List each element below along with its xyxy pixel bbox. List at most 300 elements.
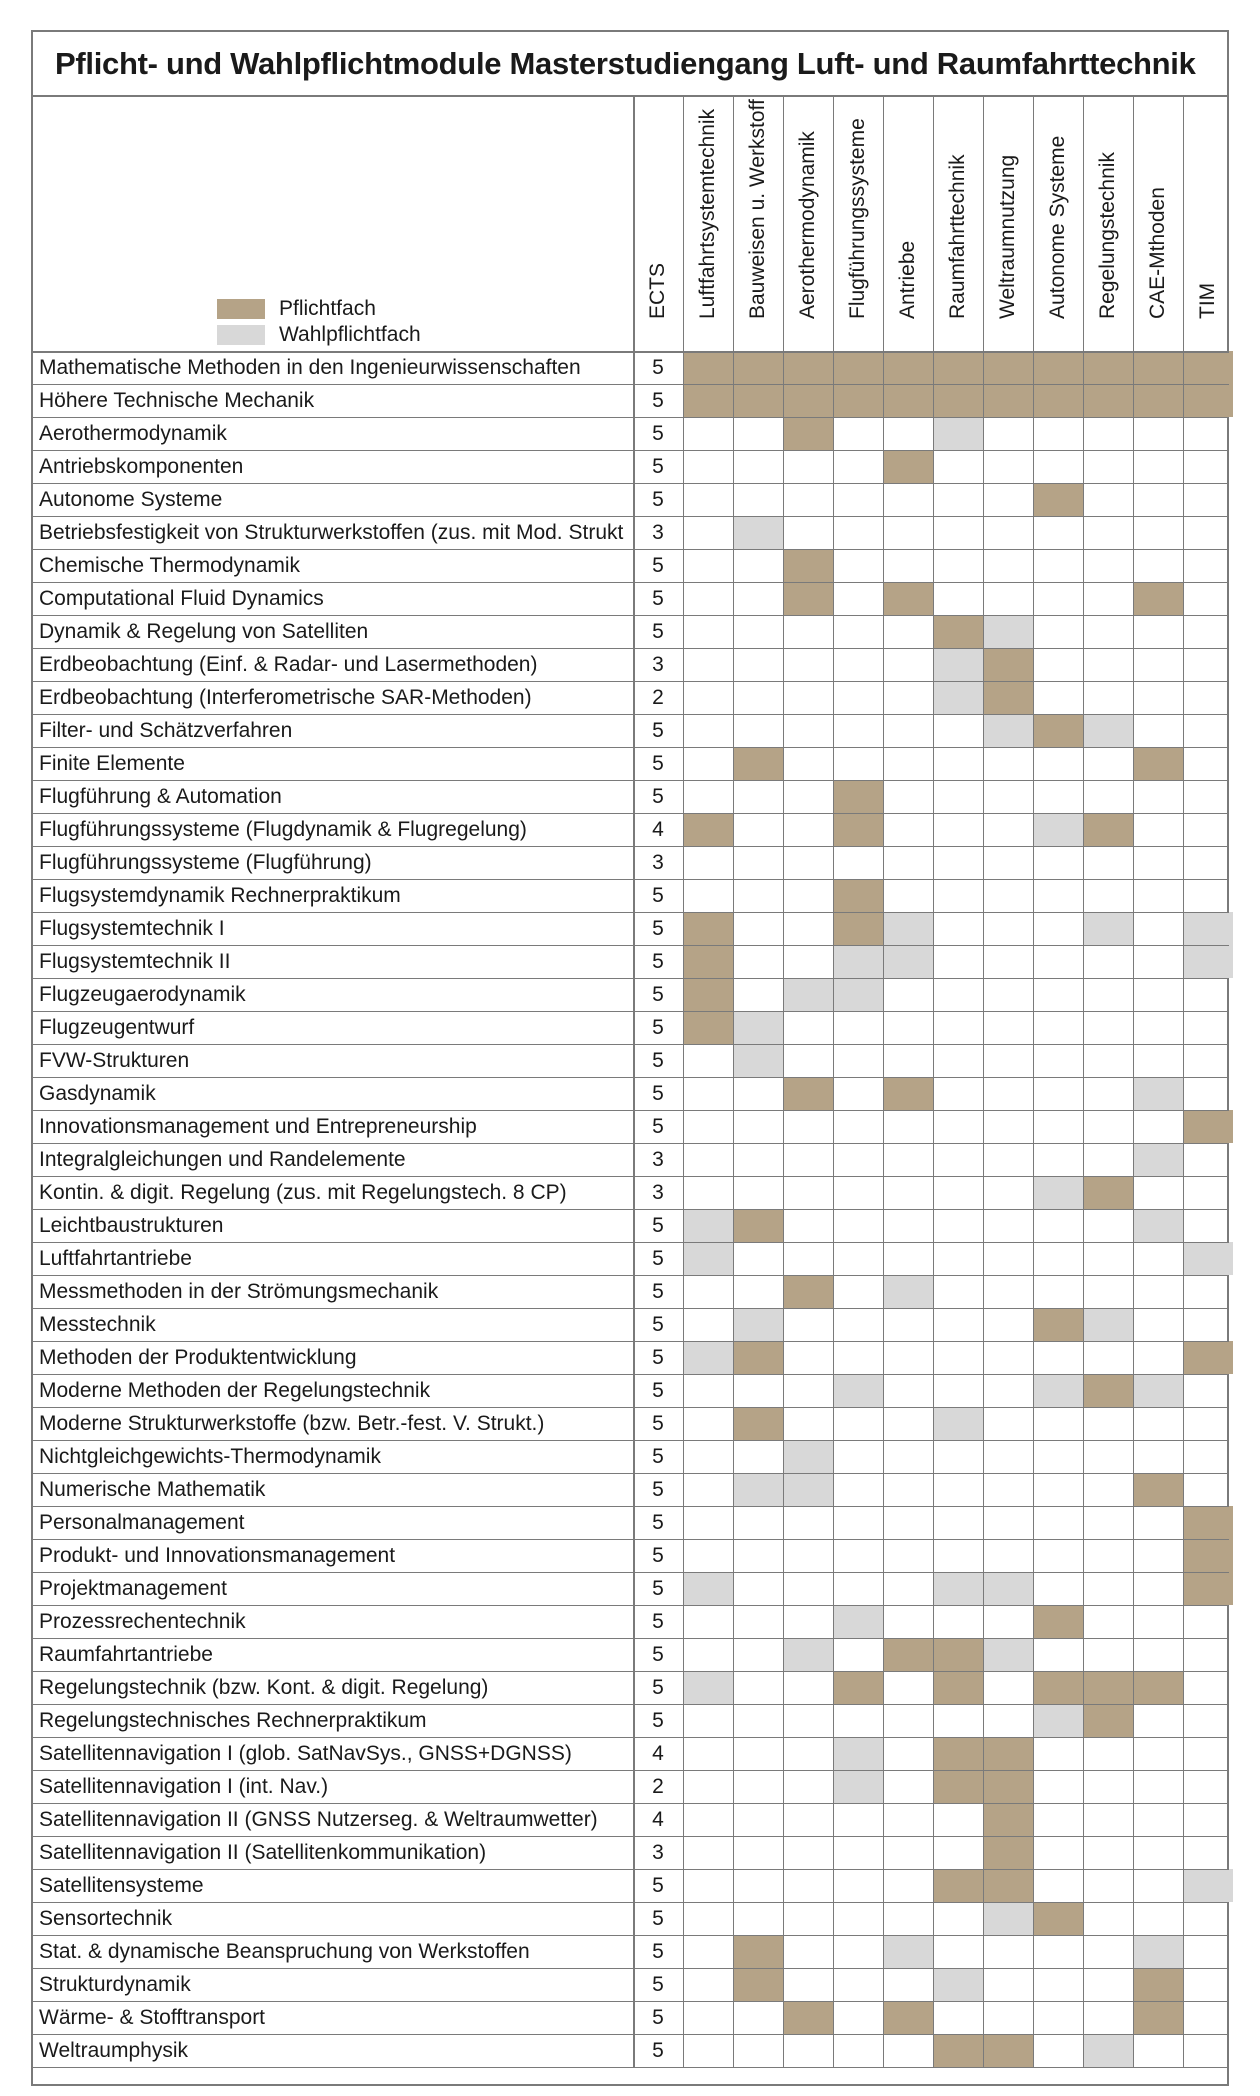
pflicht-cell [1083,1704,1133,1737]
module-name: Flugsystemdynamik Rechnerpraktikum [39,884,401,907]
ects-value: 5 [652,1577,664,1600]
module-name: Stat. & dynamische Beanspruchung von Werkstoffen [39,1940,530,1963]
legend-label-pflicht: Pflichtfach [279,297,376,320]
pflicht-cell [933,1638,983,1671]
column-header [733,96,783,351]
ects-value: 5 [652,488,664,511]
ects-value: 5 [652,1874,664,1897]
wahlpflicht-cell [1083,1308,1133,1341]
ects-value: 5 [652,719,664,742]
legend-swatch-wahlpflicht [217,325,265,345]
ects-value: 3 [652,653,664,676]
pflicht-cell [983,1836,1033,1869]
ects-value: 5 [652,1709,664,1732]
wahlpflicht-cell [1033,1704,1083,1737]
grid-line-horizontal [31,417,1229,418]
grid-line-horizontal [31,1341,1229,1342]
grid-line-vertical [833,96,834,2067]
grid-line-horizontal [31,450,1229,451]
pflicht-cell [933,351,983,384]
grid-line-vertical [883,96,884,2067]
module-name: FVW-Strukturen [39,1049,190,1072]
ects-value: 5 [652,1115,664,1138]
module-name: Flugführungssysteme (Flugdynamik & Flugregelung) [39,818,527,841]
ects-value: 3 [652,1148,664,1171]
pflicht-cell [1033,384,1083,417]
pflicht-cell [1083,1176,1133,1209]
column-header-label: Regelungstechnik [1096,152,1119,319]
ects-value: 2 [652,1775,664,1798]
module-name: Personalmanagement [39,1511,245,1534]
wahlpflicht-cell [1183,945,1233,978]
grid-line-horizontal [31,714,1229,715]
module-name: Methoden der Produktentwicklung [39,1346,357,1369]
column-header [883,96,933,351]
grid-line-vertical [983,96,984,2067]
pflicht-cell [1033,1605,1083,1638]
grid-line-horizontal [31,1737,1229,1738]
column-header [1083,96,1133,351]
pflicht-cell [733,1407,783,1440]
legend-swatch-pflicht [217,299,265,319]
grid-line-horizontal [31,1440,1229,1441]
ects-value: 5 [652,1610,664,1633]
grid-line-vertical [1133,96,1134,2067]
ects-value: 5 [652,1082,664,1105]
module-name: Finite Elemente [39,752,185,775]
grid-line-horizontal [31,879,1229,880]
grid-line-horizontal [31,1704,1229,1705]
pflicht-cell [983,2034,1033,2067]
ects-value: 5 [652,1643,664,1666]
pflicht-cell [1033,1902,1083,1935]
column-header-label: Autonome Systeme [1046,135,1069,319]
wahlpflicht-cell [1083,714,1133,747]
pflicht-cell [833,912,883,945]
pflicht-cell [933,1671,983,1704]
ects-value: 5 [652,587,664,610]
wahlpflicht-cell [1083,2034,1133,2067]
pflicht-cell [1083,813,1133,846]
module-name: Dynamik & Regelung von Satelliten [39,620,369,643]
pflicht-cell [733,747,783,780]
wahlpflicht-cell [883,1935,933,1968]
pflicht-cell [833,384,883,417]
wahlpflicht-cell [933,417,983,450]
grid-line-vertical [633,96,635,2067]
wahlpflicht-cell [1033,813,1083,846]
wahlpflicht-cell [733,1044,783,1077]
module-name: Moderne Methoden der Regelungstechnik [39,1379,431,1402]
pflicht-cell [833,1671,883,1704]
grid-line-horizontal [31,912,1229,913]
wahlpflicht-cell [683,1242,733,1275]
ects-value: 4 [652,818,664,841]
ects-value: 5 [652,1313,664,1336]
module-name: Leichtbaustrukturen [39,1214,224,1237]
module-name: Satellitennavigation II (Satellitenkommunikation) [39,1841,487,1864]
grid-line-horizontal [31,1671,1229,1672]
pflicht-cell [733,351,783,384]
grid-line-horizontal [31,1176,1229,1177]
grid-line-horizontal [31,516,1229,517]
column-header [1033,96,1083,351]
column-header [683,96,733,351]
ects-value: 5 [652,1907,664,1930]
wahlpflicht-cell [833,1605,883,1638]
grid-line-horizontal [31,681,1229,682]
wahlpflicht-cell [683,1572,733,1605]
wahlpflicht-cell [933,1407,983,1440]
grid-line-horizontal [31,1539,1229,1540]
grid-line-vertical [1183,96,1184,2067]
ects-value: 5 [652,1445,664,1468]
pflicht-cell [833,351,883,384]
pflicht-cell [1033,483,1083,516]
wahlpflicht-cell [983,1638,1033,1671]
module-name: Flugsystemtechnik II [39,950,231,973]
pflicht-cell [783,351,833,384]
module-name: Mathematische Methoden in den Ingenieurwissenschaften [39,356,581,379]
column-header [783,96,833,351]
column-header-ects [633,96,683,351]
pflicht-cell [1183,384,1233,417]
pflicht-cell [1183,1506,1233,1539]
ects-value: 3 [652,521,664,544]
ects-value: 5 [652,983,664,1006]
pflicht-cell [783,2001,833,2034]
pflicht-cell [983,351,1033,384]
pflicht-cell [1083,1374,1133,1407]
pflicht-cell [983,1737,1033,1770]
grid-line-horizontal [31,384,1229,385]
module-name: Weltraumphysik [39,2039,188,2062]
pflicht-cell [833,780,883,813]
pflicht-cell [883,1077,933,1110]
grid-line-horizontal [31,747,1229,748]
wahlpflicht-cell [1133,1374,1183,1407]
ects-value: 4 [652,1808,664,1831]
pflicht-cell [883,450,933,483]
pflicht-cell [733,1935,783,1968]
module-name: Erdbeobachtung (Interferometrische SAR-Methoden) [39,686,532,709]
module-name: Nichtgleichgewichts-Thermodynamik [39,1445,381,1468]
wahlpflicht-cell [733,516,783,549]
pflicht-cell [683,384,733,417]
grid-line-horizontal [31,2001,1229,2002]
grid-line-horizontal [31,1869,1229,1870]
pflicht-cell [1133,384,1183,417]
wahlpflicht-cell [683,1671,733,1704]
wahlpflicht-cell [883,945,933,978]
wahlpflicht-cell [733,1011,783,1044]
module-name: Moderne Strukturwerkstoffe (bzw. Betr.-fest. V. Strukt.) [39,1412,545,1435]
grid-line-horizontal [31,1242,1229,1243]
pflicht-cell [1183,1539,1233,1572]
pflicht-cell [683,978,733,1011]
column-header [983,96,1033,351]
ects-value: 5 [652,2006,664,2029]
module-name: Integralgleichungen und Randelemente [39,1148,406,1171]
pflicht-cell [1033,714,1083,747]
grid-line-horizontal [31,1275,1229,1276]
pflicht-cell [683,813,733,846]
module-name: Prozessrechentechnik [39,1610,246,1633]
pflicht-cell [983,1803,1033,1836]
module-name: Raumfahrtantriebe [39,1643,213,1666]
ects-value: 5 [652,455,664,478]
pflicht-cell [683,351,733,384]
ects-value: 5 [652,1676,664,1699]
module-name: Strukturdynamik [39,1973,191,1996]
wahlpflicht-cell [1183,912,1233,945]
module-name: Antriebskomponenten [39,455,244,478]
pflicht-cell [1183,351,1233,384]
pflicht-cell [683,1011,733,1044]
grid-line-vertical [733,96,734,2067]
pflicht-cell [733,1341,783,1374]
ects-value: 5 [652,620,664,643]
grid-line-vertical [1033,96,1034,2067]
pflicht-cell [983,384,1033,417]
pflicht-cell [883,384,933,417]
wahlpflicht-cell [833,1770,883,1803]
wahlpflicht-cell [1033,1374,1083,1407]
pflicht-cell [1133,1473,1183,1506]
grid-line-horizontal [31,615,1229,616]
grid-line-horizontal [31,1308,1229,1309]
wahlpflicht-cell [983,714,1033,747]
column-header-label: Antriebe [896,240,919,319]
module-table [31,96,1229,2086]
pflicht-cell [683,912,733,945]
grid-line-horizontal [31,945,1229,946]
legend-label-wahlpflicht: Wahlpflichtfach [279,323,421,346]
module-name: Numerische Mathematik [39,1478,266,1501]
module-name: Flugzeugaerodynamik [39,983,246,1006]
wahlpflicht-cell [1133,1143,1183,1176]
pflicht-cell [933,1869,983,1902]
wahlpflicht-cell [1133,1209,1183,1242]
module-name: Wärme- & Stofftransport [39,2006,266,2029]
ects-value: 5 [652,356,664,379]
grid-line-horizontal [31,1968,1229,1969]
grid-line-horizontal [31,1572,1229,1573]
column-header [833,96,883,351]
wahlpflicht-cell [933,1572,983,1605]
grid-line-vertical [683,96,684,2067]
grid-line-horizontal [31,846,1229,847]
grid-line-horizontal [31,483,1229,484]
column-header-label: CAE-Mthoden [1146,187,1169,319]
wahlpflicht-cell [683,1209,733,1242]
wahlpflicht-cell [1133,1077,1183,1110]
column-header-label: Luftfahrtsystemtechnik [696,108,719,319]
pflicht-cell [1133,582,1183,615]
module-name: Gasdynamik [39,1082,156,1105]
ects-value: 5 [652,1049,664,1072]
ects-value: 5 [652,752,664,775]
ects-value: 5 [652,1478,664,1501]
column-header-label: Bauweisen u. Werkstoff [746,99,769,319]
module-name: Messtechnik [39,1313,156,1336]
grid-line-horizontal [31,582,1229,583]
module-name: Flugführung & Automation [39,785,282,808]
grid-line-horizontal [31,1209,1229,1210]
ects-value: 2 [652,686,664,709]
page-title: Pflicht- und Wahlpflichtmodule Masterstudiengang Luft- und Raumfahrttechnik [31,30,1229,97]
column-header [1183,96,1233,351]
pflicht-cell [683,945,733,978]
module-name: Chemische Thermodynamik [39,554,301,577]
grid-line-horizontal [31,1473,1229,1474]
ects-value: 5 [652,1346,664,1369]
column-header-label: Flugführungssysteme [846,118,869,319]
ects-value: 5 [652,1412,664,1435]
pflicht-cell [1183,1341,1233,1374]
column-header [933,96,983,351]
pflicht-cell [933,384,983,417]
grid-line-horizontal [31,1011,1229,1012]
ects-value: 5 [652,422,664,445]
wahlpflicht-cell [833,978,883,1011]
grid-line-horizontal [31,549,1229,550]
pflicht-cell [783,549,833,582]
pflicht-cell [1183,1572,1233,1605]
pflicht-cell [983,1770,1033,1803]
wahlpflicht-cell [1083,912,1133,945]
pflicht-cell [1133,747,1183,780]
wahlpflicht-cell [783,1638,833,1671]
module-name: Kontin. & digit. Regelung (zus. mit Regelungstech. 8 CP) [39,1181,567,1204]
pflicht-cell [883,1638,933,1671]
wahlpflicht-cell [883,912,933,945]
grid-line-horizontal [31,780,1229,781]
grid-line-horizontal [31,351,1229,353]
module-name: Autonome Systeme [39,488,223,511]
pflicht-cell [933,615,983,648]
module-name: Projektmanagement [39,1577,227,1600]
ects-value: 3 [652,851,664,874]
grid-line-horizontal [31,1836,1229,1837]
pflicht-cell [883,2001,933,2034]
wahlpflicht-cell [783,1440,833,1473]
grid-line-horizontal [31,1803,1229,1804]
pflicht-cell [1033,351,1083,384]
module-name: Höhere Technische Mechanik [39,389,315,412]
wahlpflicht-cell [833,1737,883,1770]
wahlpflicht-cell [933,1968,983,2001]
grid-line-horizontal [31,1407,1229,1408]
ects-value: 5 [652,950,664,973]
wahlpflicht-cell [733,1473,783,1506]
grid-line-horizontal [31,1506,1229,1507]
wahlpflicht-cell [983,615,1033,648]
module-name: Computational Fluid Dynamics [39,587,324,610]
wahlpflicht-cell [1033,1176,1083,1209]
module-name: Regelungstechnisches Rechnerpraktikum [39,1709,427,1732]
module-name: Erdbeobachtung (Einf. & Radar- und Lasermethoden) [39,653,538,676]
column-header [1133,96,1183,351]
pflicht-cell [733,1968,783,2001]
pflicht-cell [983,1869,1033,1902]
ects-value: 3 [652,1841,664,1864]
wahlpflicht-cell [933,648,983,681]
grid-line-vertical [1083,96,1084,2067]
module-name: Satellitennavigation I (glob. SatNavSys., GNSS+DGNSS) [39,1742,572,1765]
wahlpflicht-cell [783,1473,833,1506]
wahlpflicht-cell [683,1341,733,1374]
grid-line-horizontal [31,2034,1229,2035]
grid-line-horizontal [31,978,1229,979]
module-name: Messmethoden in der Strömungsmechanik [39,1280,439,1303]
wahlpflicht-cell [833,945,883,978]
ects-value: 5 [652,1016,664,1039]
module-name: Flugführungssysteme (Flugführung) [39,851,372,874]
pflicht-cell [983,648,1033,681]
ects-value: 5 [652,1379,664,1402]
module-name: Flugzeugentwurf [39,1016,195,1039]
grid-line-horizontal [31,1110,1229,1111]
ects-value: 5 [652,785,664,808]
pflicht-cell [933,2034,983,2067]
ects-value: 3 [652,1181,664,1204]
pflicht-cell [1083,384,1133,417]
wahlpflicht-cell [1183,1869,1233,1902]
grid-line-horizontal [31,1935,1229,1936]
pflicht-cell [783,1275,833,1308]
module-name: Innovationsmanagement und Entrepreneurship [39,1115,477,1138]
pflicht-cell [1033,1671,1083,1704]
pflicht-cell [983,681,1033,714]
column-header-label: Raumfahrttechnik [946,154,969,319]
grid-line-horizontal [31,1044,1229,1045]
pflicht-cell [1183,1110,1233,1143]
column-header-label: Aerothermodynamik [796,131,819,319]
pflicht-cell [1033,1308,1083,1341]
pflicht-cell [783,1077,833,1110]
ects-value: 5 [652,389,664,412]
ects-value: 5 [652,917,664,940]
grid-line-horizontal [31,1605,1229,1606]
grid-line-horizontal [31,1770,1229,1771]
wahlpflicht-cell [833,1374,883,1407]
module-name: Satellitennavigation I (int. Nav.) [39,1775,329,1798]
module-name: Satellitennavigation II (GNSS Nutzerseg. & Weltraumwetter) [39,1808,598,1831]
ects-value: 5 [652,2039,664,2062]
ects-value: 5 [652,1511,664,1534]
wahlpflicht-cell [883,1275,933,1308]
pflicht-cell [1133,2001,1183,2034]
grid-line-horizontal [31,1143,1229,1144]
pflicht-cell [1133,1968,1183,2001]
column-header-label: TIM [1196,282,1219,319]
grid-line-vertical [933,96,934,2067]
pflicht-cell [783,384,833,417]
pflicht-cell [933,1770,983,1803]
grid-line-horizontal [31,648,1229,649]
module-name: Regelungstechnik (bzw. Kont. & digit. Regelung) [39,1676,489,1699]
pflicht-cell [933,1737,983,1770]
wahlpflicht-cell [983,1572,1033,1605]
column-header-label: Weltraumnutzung [996,154,1019,319]
pflicht-cell [733,1209,783,1242]
module-name: Filter- und Schätzverfahren [39,719,293,742]
grid-line-vertical [783,96,784,2067]
wahlpflicht-cell [783,978,833,1011]
module-name: Flugsystemtechnik I [39,917,225,940]
ects-value: 5 [652,1247,664,1270]
